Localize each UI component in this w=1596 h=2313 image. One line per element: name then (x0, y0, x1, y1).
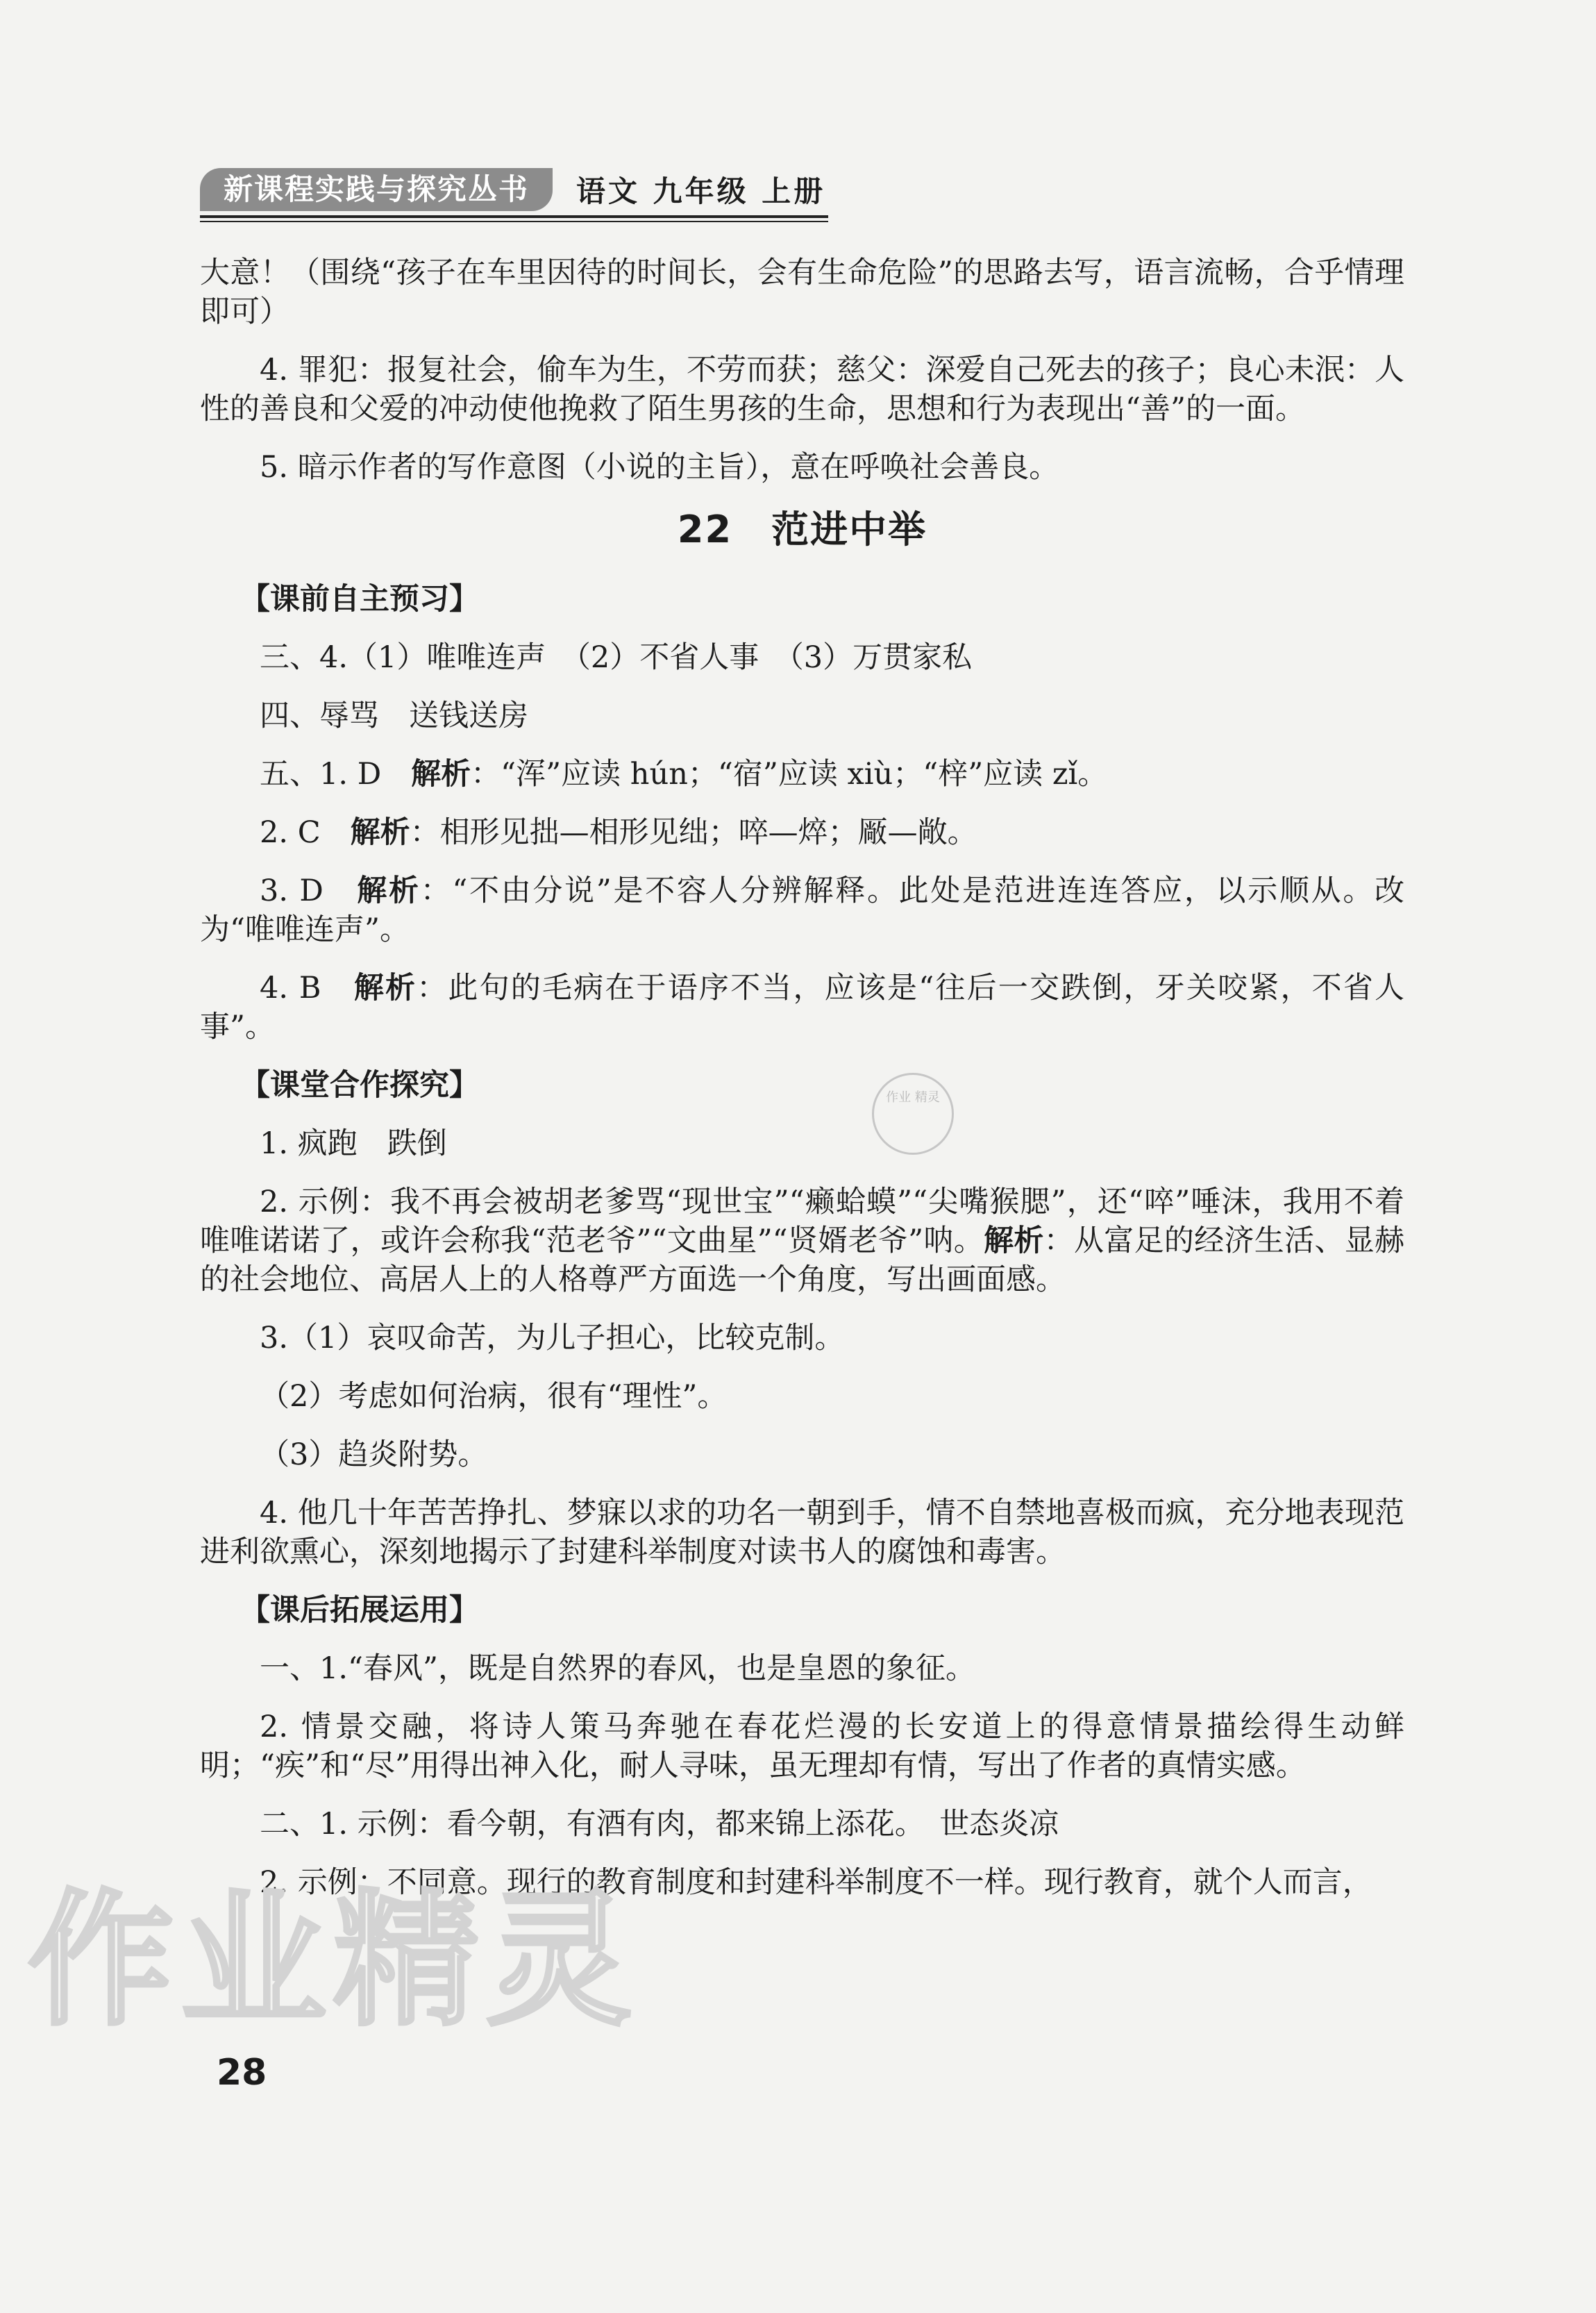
page-content (200, 253, 1404, 1921)
after-q2-2: 2. 示例：不同意。现行的教育制度和封建科举制度不一样。现行教育，就个人而言， (260, 1865, 1372, 1900)
analysis-text: ：“浑”应读 hún；“宿”应读 xiù；“梓”应读 zǐ。 (471, 757, 1108, 792)
intro-q4: 4. 罪犯：报复社会，偷车为生，不劳而获；慈父：深爱自己死去的孩子；良心未泯：人性的善良和父爱的冲动使他挽救了陌生男孩的生命，思想和行为表现出“善”的一面。 (200, 353, 1404, 426)
after-q1-1: 一、1.“春风”，既是自然界的春风，也是皇恩的象征。 (260, 1651, 975, 1686)
subject-label: 语文 九年级 上册 (576, 174, 826, 208)
after-q2-1: 二、1. 示例：看今朝，有酒有肉，都来锦上添花。 世态炎凉 (260, 1807, 1059, 1842)
analysis-text: ：从富足的经济生活、显赫的社会地位、高居人上的人格尊严方面选一个角度，写出画面感。 (200, 1224, 1404, 1297)
watermark: 作业精灵 (28, 1876, 639, 2046)
preview-q2 (200, 813, 1404, 852)
classroom-q1: 1. 疯跑 跌倒 (260, 1126, 447, 1161)
header-rule-thin (200, 221, 828, 222)
section-heading-preview: 【课前自主预习】 (240, 582, 479, 617)
answer-prefix: 五、1. D (260, 757, 412, 792)
classroom-q3-1: 3.（1）哀叹命苦，为儿子担心，比较克制。 (260, 1321, 845, 1355)
stamp-icon: 作业 精灵 (872, 1073, 954, 1155)
analysis-label: 解析 (350, 815, 410, 850)
answer-text: 2. 示例：我不再会被胡老爹骂“现世宝”“癞蛤蟆”“尖嘴猴腮”，还“啐”唾沫，我用不着唯唯诺诺了，或许会称我“范老爷”“文曲星”“贤婿老爷”呐。 (200, 1185, 1404, 1258)
preview-q4 (200, 969, 1404, 1046)
after-q1-2: 2. 情景交融，将诗人策马奔驰在春花烂漫的长安道上的得意情景描绘得生动鲜明；“疾”和“尽”用得出神入化，耐人寻味，虽无理却有情，写出了作者的真情实感。 (200, 1710, 1404, 1783)
page-number: 28 (217, 2052, 267, 2094)
analysis-label: 解析 (411, 757, 471, 792)
header-rule (200, 215, 828, 218)
analysis-label: 解析 (984, 1224, 1044, 1258)
classroom-q4: 4. 他几十年苦苦挣扎、梦寐以求的功名一朝到手，情不自禁地喜极而疯，充分地表现范进利欲熏心，深刻地揭示了封建科举制度对读书人的腐蚀和毒害。 (200, 1496, 1404, 1569)
preview-q1 (200, 755, 1404, 794)
answer-prefix: 2. C (260, 815, 351, 850)
analysis-label: 解析 (353, 971, 417, 1005)
series-badge: 新课程实践与探究丛书 (200, 168, 553, 211)
answer-prefix: 3. D (260, 874, 358, 908)
analysis-text: ：“不由分说”是不容人分辨解释。此处是范进连连答应，以示顺从。改为“唯唯连声”。 (200, 874, 1405, 947)
preview-item-2: 四、辱骂 送钱送房 (260, 699, 528, 733)
analysis-label: 解析 (357, 874, 421, 908)
classroom-q3-2: （2）考虑如何治病，很有“理性”。 (260, 1379, 728, 1414)
analysis-text: ：此句的毛病在于语序不当，应该是“往后一交跌倒，牙关咬紧，不省人事”。 (200, 971, 1405, 1044)
section-heading-after: 【课后拓展运用】 (240, 1593, 479, 1628)
page-header (200, 167, 825, 212)
preview-item-1: 三、4.（1）唯唯连声 （2）不省人事 （3）万贯家私 (260, 640, 973, 675)
intro-line: 大意！（围绕“孩子在车里因待的时间长，会有生命危险”的思路去写，语言流畅，合乎情理即可） (200, 256, 1404, 329)
analysis-text: ：相形见拙—相形见绌；啐—焠；厰—敞。 (410, 815, 977, 850)
lesson-title: 22 范进中举 (677, 508, 927, 551)
preview-q3 (200, 871, 1404, 949)
classroom-q2 (200, 1183, 1404, 1299)
classroom-q3-3: （3）趋炎附势。 (260, 1437, 488, 1472)
section-heading-classroom: 【课堂合作探究】 (240, 1068, 479, 1103)
intro-q5: 5. 暗示作者的写作意图（小说的主旨），意在呼唤社会善良。 (260, 450, 1059, 485)
answer-prefix: 4. B (260, 971, 354, 1005)
